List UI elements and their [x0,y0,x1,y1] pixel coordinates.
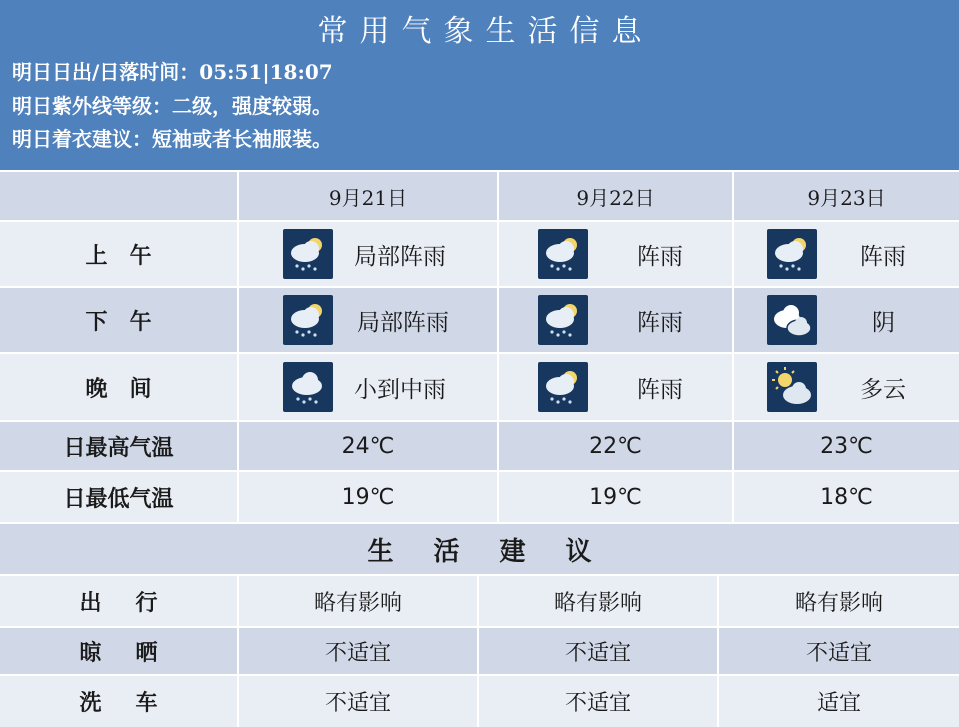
weather-text: 小到中雨 [354,377,446,403]
weather-cell [239,354,497,420]
date-header: 9月22日 [499,172,732,220]
life-advice-title: 生活建议 [0,524,959,574]
advice-value: 不适宜 [239,628,477,674]
shower-icon [283,229,333,279]
weather-cell [499,288,732,352]
clothing-advice-text: 明日着衣建议：短袖或者长袖服装。 [12,127,332,151]
low-temp-value: 18℃ [734,472,959,522]
high-temp-value: 24℃ [239,422,497,470]
date-header: 9月21日 [239,172,497,220]
uv-level-text: 明日紫外线等级：二级，强度较弱。 [12,94,332,118]
sunrise-sunset-text: 明日日出/日落时间：05:51|18:07 [12,60,333,84]
advice-label-drying: 晾晒 [0,628,237,674]
rain-icon [283,362,333,412]
advice-value: 不适宜 [239,676,477,727]
advice-value: 略有影响 [479,576,717,626]
high-temp-label: 日最高气温 [0,422,237,470]
low-temp-label: 日最低气温 [0,472,237,522]
period-label-morning: 上 午 [0,222,237,286]
low-temp-value: 19℃ [239,472,497,522]
shower-icon [538,362,588,412]
weather-text: 多云 [860,377,906,403]
period-label-evening: 晚 间 [0,354,237,420]
weather-cell [239,288,497,352]
weather-text: 局部阵雨 [354,244,446,270]
advice-value: 不适宜 [479,628,717,674]
weather-text: 阵雨 [637,310,683,336]
low-temp-value: 19℃ [499,472,732,522]
high-temp-value: 23℃ [734,422,959,470]
advice-value: 略有影响 [719,576,959,626]
corner-cell [0,172,237,220]
page-title: 常用气象生活信息 [317,14,654,49]
date-header: 9月23日 [734,172,959,220]
overcast-icon [767,295,817,345]
weather-cell [499,354,732,420]
period-label-afternoon: 下 午 [0,288,237,352]
shower-icon [283,295,333,345]
shower-icon [538,229,588,279]
weather-cell [734,288,959,352]
advice-label-travel: 出行 [0,576,237,626]
high-temp-value: 22℃ [499,422,732,470]
advice-value: 适宜 [719,676,959,727]
forecast-table [0,172,959,727]
weather-text: 阵雨 [637,244,683,270]
weather-cell [239,222,497,286]
advice-value: 不适宜 [479,676,717,727]
info-header [0,0,959,170]
shower-icon [538,295,588,345]
partly-cloudy-icon [767,362,817,412]
advice-label-carwash: 洗车 [0,676,237,727]
weather-cell [734,354,959,420]
weather-text: 阵雨 [860,244,906,270]
weather-cell [734,222,959,286]
weather-text: 阵雨 [637,377,683,403]
advice-value: 不适宜 [719,628,959,674]
weather-cell [499,222,732,286]
weather-text: 局部阵雨 [357,310,449,336]
shower-icon [767,229,817,279]
advice-value: 略有影响 [239,576,477,626]
weather-text: 阴 [872,310,895,336]
